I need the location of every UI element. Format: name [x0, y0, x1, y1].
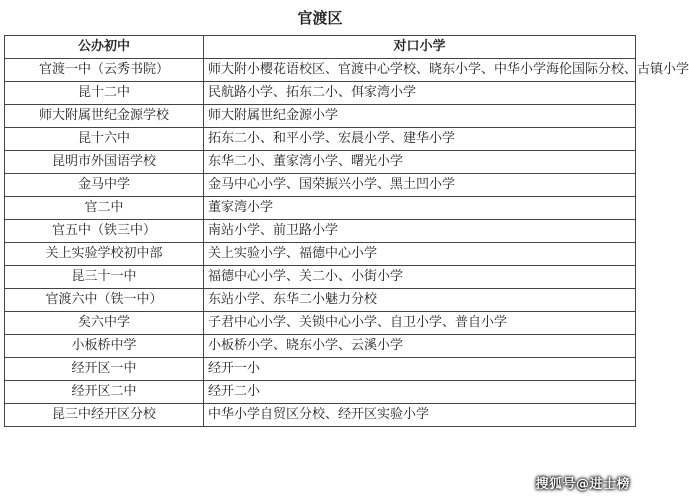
table-row [5, 105, 636, 128]
school-cell: 金马中学 [5, 174, 204, 197]
primaries-cell: 金马中心小学、国荣振兴小学、黑土凹小学 [204, 174, 636, 197]
table-row [5, 220, 636, 243]
table-row [5, 404, 636, 427]
table-row [5, 381, 636, 404]
table-row [5, 243, 636, 266]
school-cell: 昆明市外国语学校 [5, 151, 204, 174]
table-row [5, 266, 636, 289]
page-title: 官渡区 [297, 9, 343, 27]
school-cell: 小板桥中学 [5, 335, 204, 358]
school-mapping-table [4, 35, 689, 427]
school-cell: 昆三中经开区分校 [5, 404, 204, 427]
primaries-cell: 经开二小 [204, 381, 636, 404]
table-row [5, 312, 636, 335]
primaries-cell: 福德中心小学、关二小、小街小学 [204, 266, 636, 289]
primaries-cell: 师大附属世纪金源小学 [204, 105, 636, 128]
school-cell: 昆十六中 [5, 128, 204, 151]
table-row [5, 82, 636, 105]
primaries-cell: 东华二小、董家湾小学、曙光小学 [204, 151, 636, 174]
table-row [5, 289, 636, 312]
table-header-row [5, 36, 636, 59]
header-school: 公办初中 [5, 36, 204, 59]
table-row [5, 151, 636, 174]
table-row [5, 335, 636, 358]
primaries-cell: 师大附小樱花语校区、官渡中心学校、晓东小学、中华小学海伦国际分校、古镇小学 [204, 59, 636, 82]
table-row [5, 128, 636, 151]
primaries-cell: 子君中心小学、关锁中心小学、自卫小学、普自小学 [204, 312, 636, 335]
primaries-cell: 经开一小 [204, 358, 636, 381]
primaries-cell: 中华小学自贸区分校、经开区实验小学 [204, 404, 636, 427]
primaries-cell: 董家湾小学 [204, 197, 636, 220]
school-cell: 关上实验学校初中部 [5, 243, 204, 266]
primaries-cell: 小板桥小学、晓东小学、云溪小学 [204, 335, 636, 358]
school-cell: 官渡一中（云秀书院） [5, 59, 204, 82]
school-cell: 矣六中学 [5, 312, 204, 335]
school-cell: 经开区一中 [5, 358, 204, 381]
school-cell: 官二中 [5, 197, 204, 220]
school-cell: 师大附属世纪金源学校 [5, 105, 204, 128]
table-row [5, 358, 636, 381]
school-cell: 经开区二中 [5, 381, 204, 404]
primaries-cell: 南站小学、前卫路小学 [204, 220, 636, 243]
watermark: 搜狐号@进士榜 [535, 477, 630, 492]
school-cell: 昆十二中 [5, 82, 204, 105]
school-cell: 官渡六中（铁一中） [5, 289, 204, 312]
school-cell: 昆三十一中 [5, 266, 204, 289]
table-row [5, 174, 636, 197]
table-row [5, 59, 636, 82]
primaries-cell: 东站小学、东华二小魅力分校 [204, 289, 636, 312]
table-row [5, 197, 636, 220]
header-primaries: 对口小学 [204, 36, 636, 59]
primaries-cell: 拓东二小、和平小学、宏晨小学、建华小学 [204, 128, 636, 151]
primaries-cell: 关上实验小学、福德中心小学 [204, 243, 636, 266]
primaries-cell: 民航路小学、拓东二小、佴家湾小学 [204, 82, 636, 105]
school-cell: 官五中（铁三中） [5, 220, 204, 243]
